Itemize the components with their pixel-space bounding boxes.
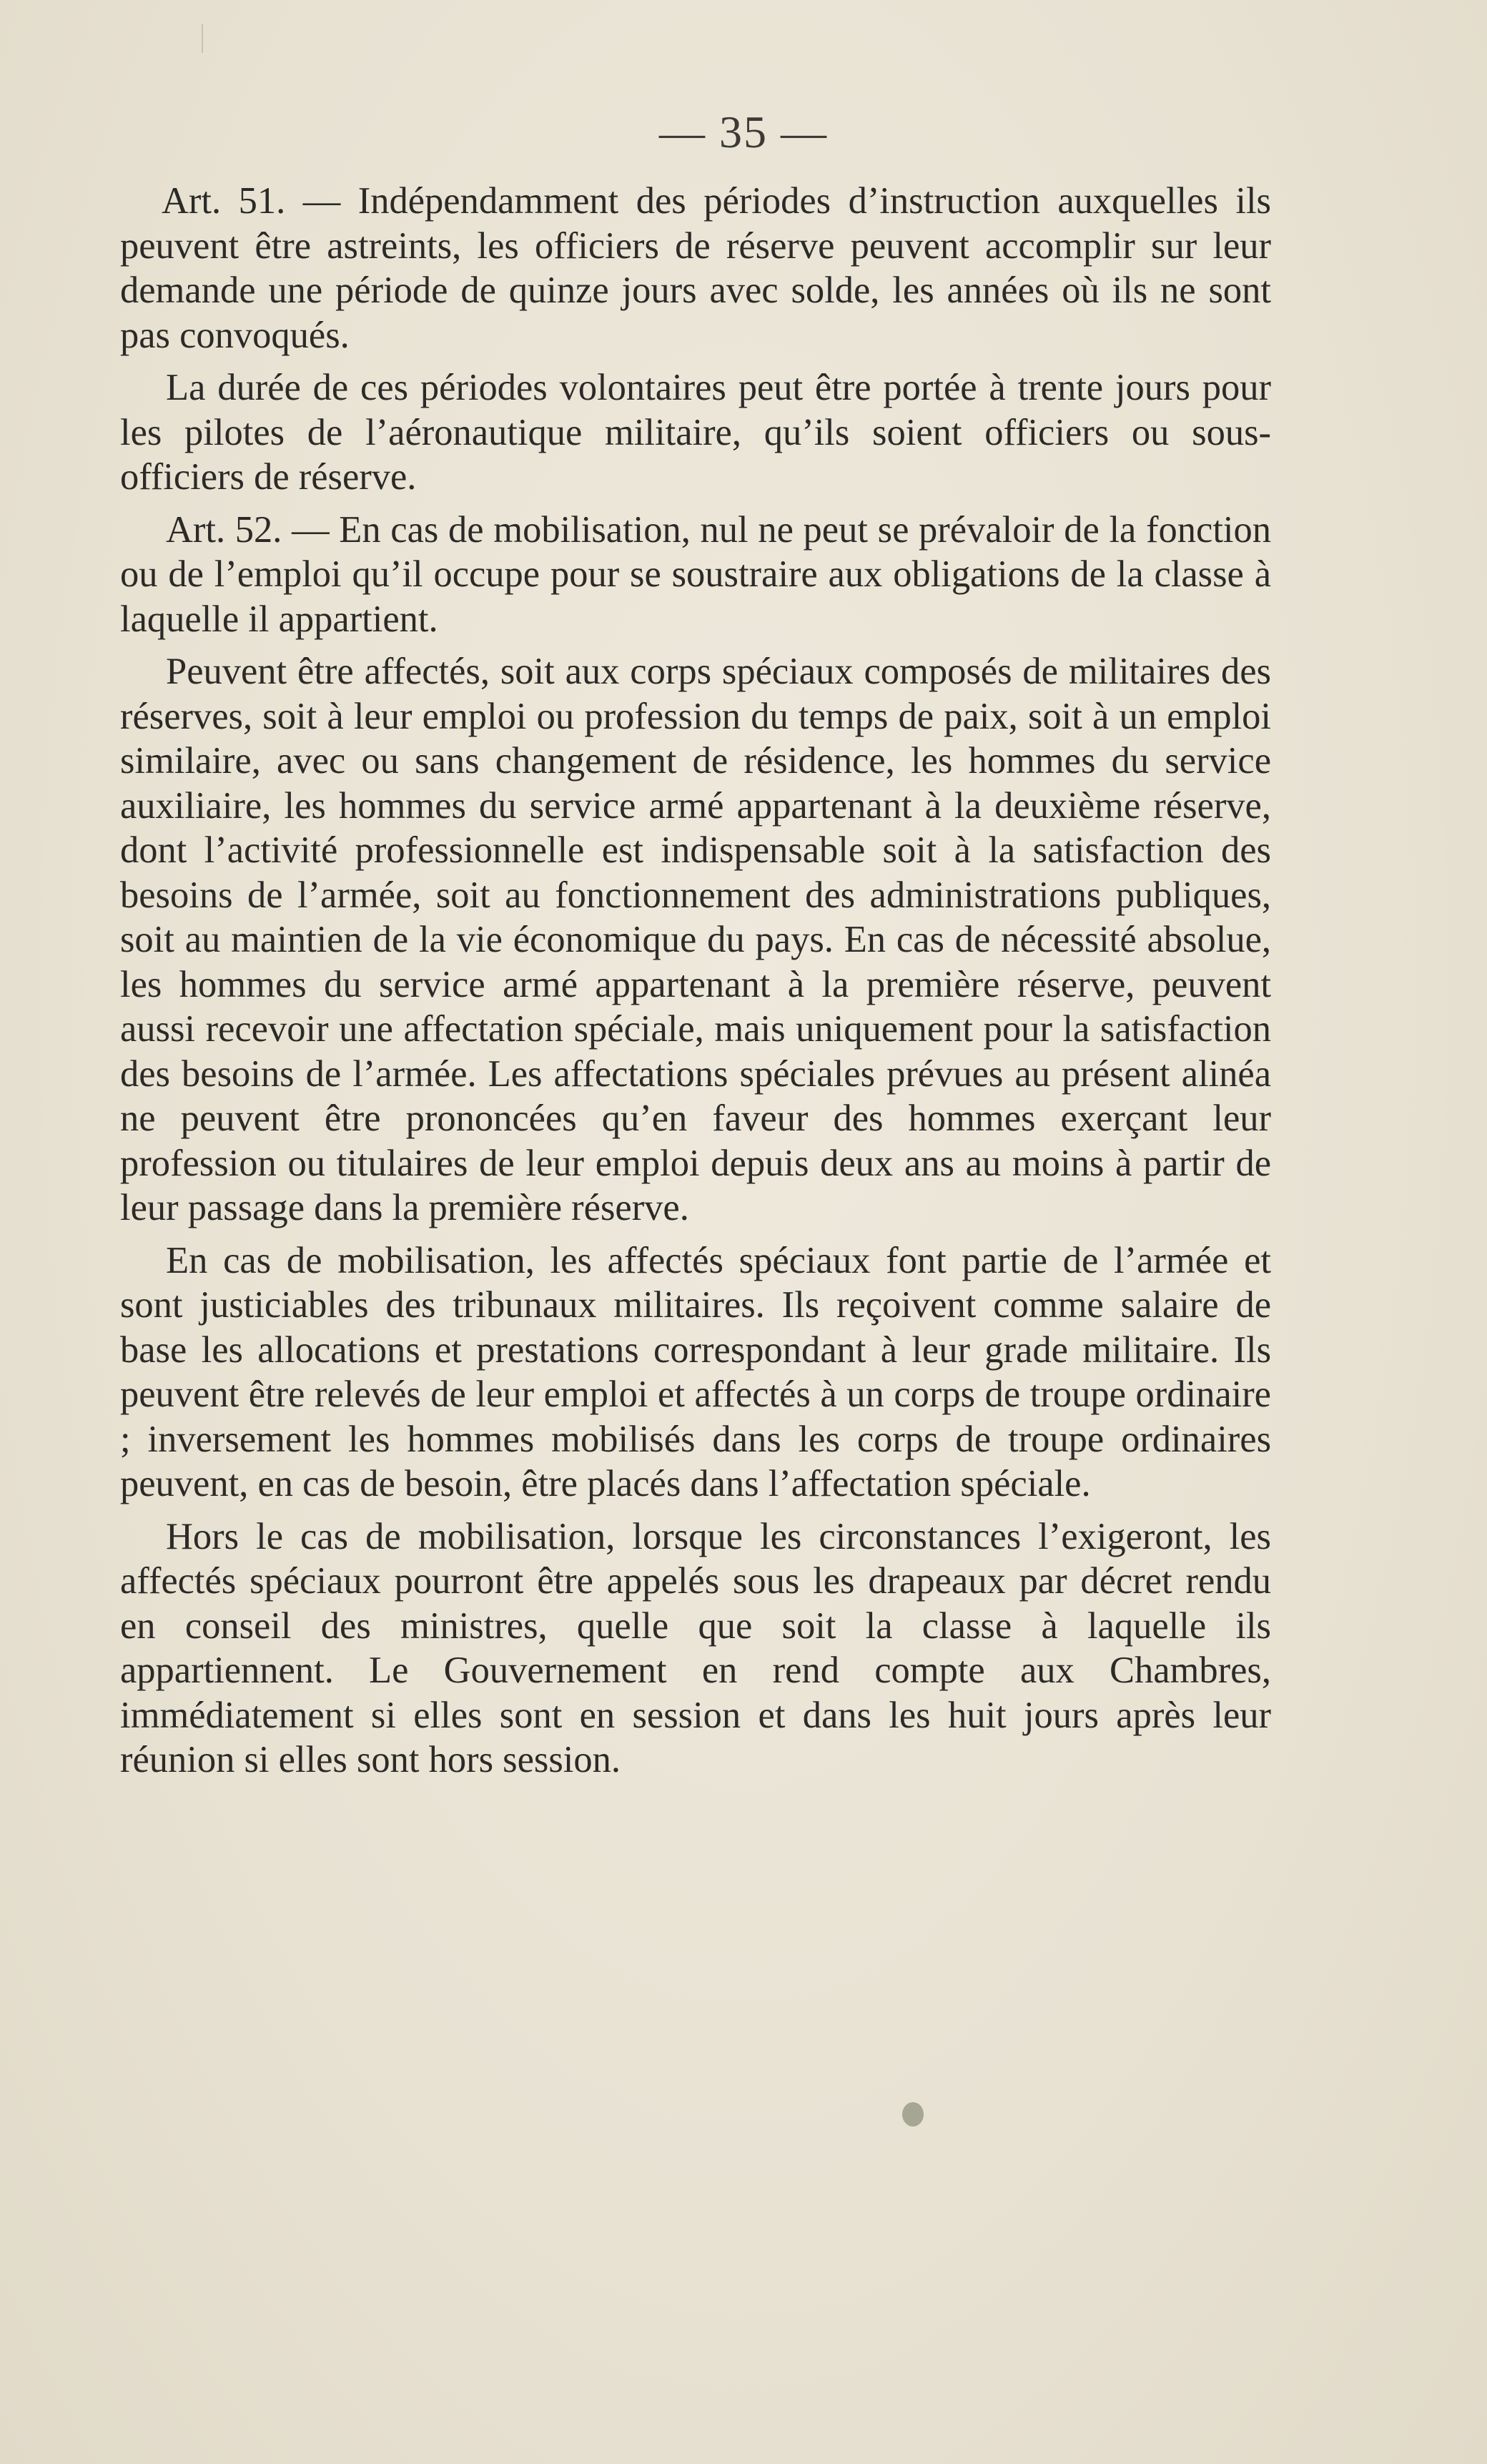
body-text — [120, 179, 1271, 1790]
paragraph-art-51: Art. 51. — Indépendamment des périodes d’instruction auxquelles ils peuvent être astreints, les officiers de réserve peuvent accomplir sur leur demande une période de quinze jours avec solde, les années où ils ne sont pas convoqués. — [120, 180, 1271, 356]
paragraph-volunteer-periods: La durée de ces périodes volontaires peut être portée à trente jours pour les pilotes de l’aéronautique militaire, qu’ils soient officiers ou sous-officiers de réserve. — [120, 367, 1271, 498]
page-number: — 35 — — [659, 107, 828, 157]
paper-mark — [202, 24, 203, 53]
paragraph-mobilisation: En cas de mobilisation, les affectés spéciaux font partie de l’armée et sont justiciables des tribunaux militaires. Ils reçoivent comme salaire de base les allocations et prestations correspondant à leur grade militaire. Ils peuvent être relevés de leur emploi et affectés à un corps de troupe ordinaire ; inversement les hommes mobilisés dans les corps de troupe ordinaires peuvent, en cas de besoin, être placés dans l’affectation spéciale. — [120, 1239, 1271, 1504]
paragraph-special-assignment: Peuvent être affectés, soit aux corps spéciaux composés de militaires des réserves, soit à leur emploi ou profession du temps de paix, soit à un emploi similaire, avec ou sans changement de résidence, les hommes du service auxiliaire, les hommes du service armé appartenant à la deuxième réserve, dont l’activité professionnelle est indispensable soit à la satisfaction des besoins de l’armée, soit au fonctionnement des administrations publiques, soit au maintien de la vie économique du pays. En cas de nécessité absolue, les hommes du service armé appartenant à la première réserve, peuvent aussi recevoir une affectation spéciale, mais uniquement pour la satisfaction des besoins de l’armée. Les affectations spéciales prévues au présent alinéa ne peuvent être prononcées qu’en faveur des hommes exerçant leur profession ou titulaires de leur emploi depuis deux ans au moins à partir de leur passage dans la première réserve. — [120, 651, 1271, 1228]
paragraph-outside-mobilisation: Hors le cas de mobilisation, lorsque les circonstances l’exigeront, les affectés spéciaux pourront être appelés sous les drapeaux par décret rendu en conseil des ministres, quelle que soit la classe à laquelle ils appartiennent. Le Gouvernement en rend compte aux Chambres, immédiatement si elles sont en session et dans les huit jours après leur réunion si elles sont hors session. — [120, 1515, 1271, 1780]
ink-stain — [902, 2102, 924, 2127]
paragraph-art-52: Art. 52. — En cas de mobilisation, nul ne peut se prévaloir de la fonction ou de l’emploi qu’il occupe pour se soustraire aux obligations de la classe à laquelle il appartient. — [120, 508, 1271, 640]
